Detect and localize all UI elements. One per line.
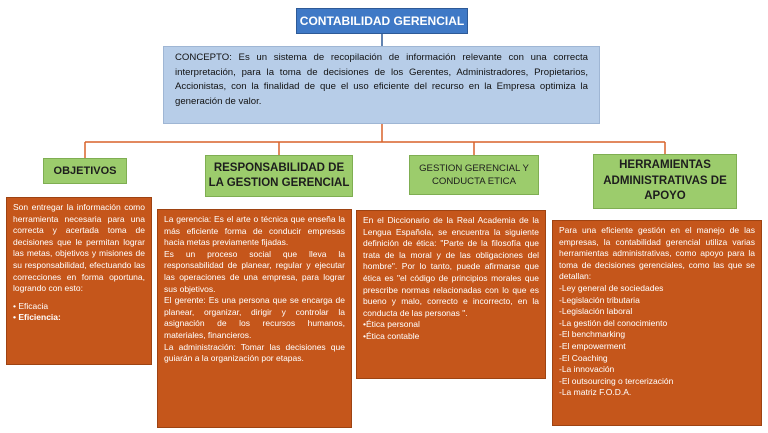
bullet-eficiencia: • Eficiencia: — [13, 312, 61, 323]
diagram-title: CONTABILIDAD GERENCIAL — [296, 8, 468, 34]
gestion-etica-heading: GESTION GERENCIAL Y CONDUCTA ETICA — [409, 155, 539, 195]
objetivos-heading: OBJETIVOS — [43, 158, 127, 184]
objetivos-text: Son entregar la información como herramienta necesaria para una correcta y acertada toma de decisiones que le permitan lograr las metas, objetivos y misiones de su responsabilidad, efectuando las correcciones en forma oportuna, logrando con esto: — [13, 202, 145, 294]
tool-item: -Legislación laboral — [559, 306, 633, 317]
objetivos-body — [6, 197, 152, 365]
administracion-text: La administración: Tomar las decisiones que guiarán a la organización por etapas. — [164, 341, 345, 364]
tool-item: -El benchmarking — [559, 329, 626, 340]
gerencia-text: La gerencia: Es el arte o técnica que enseña la más eficiente forma de conducir empresas hacia metas previamente fijadas. — [164, 214, 345, 248]
tool-item: -Ley general de sociedades — [559, 282, 664, 293]
tool-item: -La matriz F.O.D.A. — [559, 387, 632, 398]
etica-definition-text: En el Diccionario de la Real Academia de la Lengua Española, se encuentra la siguiente definición de ética: "Parte de la filosofía que trata de la moral y de las obligaciones del hombre". Por lo tanto, puede afirmarse que ética es "el código de principios morales que prescribe normas relacionadas con lo que es bueno y malo, correcto e incorrecto, en la conducta de las personas ". — [363, 215, 539, 318]
proceso-text: Es un proceso social que lleva la responsabilidad de planear, regular y ejecutar las operaciones de una empresa, para lograr sus objetivos. — [164, 248, 345, 294]
tool-item: -El empowerment — [559, 340, 626, 351]
herramientas-intro-text: Para una eficiente gestión en el manejo de las empresas, la contabilidad gerencial utiliza varias herramientas administrativas, como apoyo para la toma de decisiones gerenciales, como las que se detallan: — [559, 225, 755, 282]
tool-item: -La gestión del conocimiento — [559, 317, 668, 328]
bullet-eficacia: • Eficacia — [13, 300, 49, 311]
responsabilidad-body — [157, 209, 352, 428]
herramientas-heading: HERRAMIENTAS ADMINISTRATIVAS DE APOYO — [593, 154, 737, 209]
bullet-etica-contable: •Ética contable — [363, 330, 420, 341]
herramientas-body — [552, 220, 762, 426]
bullet-etica-personal: •Ética personal — [363, 319, 420, 330]
responsabilidad-heading: RESPONSABILIDAD DE LA GESTION GERENCIAL — [205, 155, 353, 197]
tool-item: -Legislación tributaria — [559, 294, 640, 305]
concept-box: CONCEPTO: Es un sistema de recopilación de información relevante con una correcta interpretación, para la toma de decisiones de los Gerentes, Administradores, Propietarios, Accionistas, con la finalidad de que el uso eficiente del recurso en la Empresa optimiza la generación de valor. — [163, 46, 600, 124]
gerente-text: El gerente: Es una persona que se encarga de planear, organizar, dirigir y controlar la asignación de los recursos humanos, materiales, financieros. — [164, 295, 345, 340]
tool-item: -La innovación — [559, 364, 615, 375]
tool-item: -El outsourcing o tercerización — [559, 375, 674, 386]
tool-item: -El Coaching — [559, 352, 608, 363]
gestion-etica-body — [356, 210, 546, 379]
